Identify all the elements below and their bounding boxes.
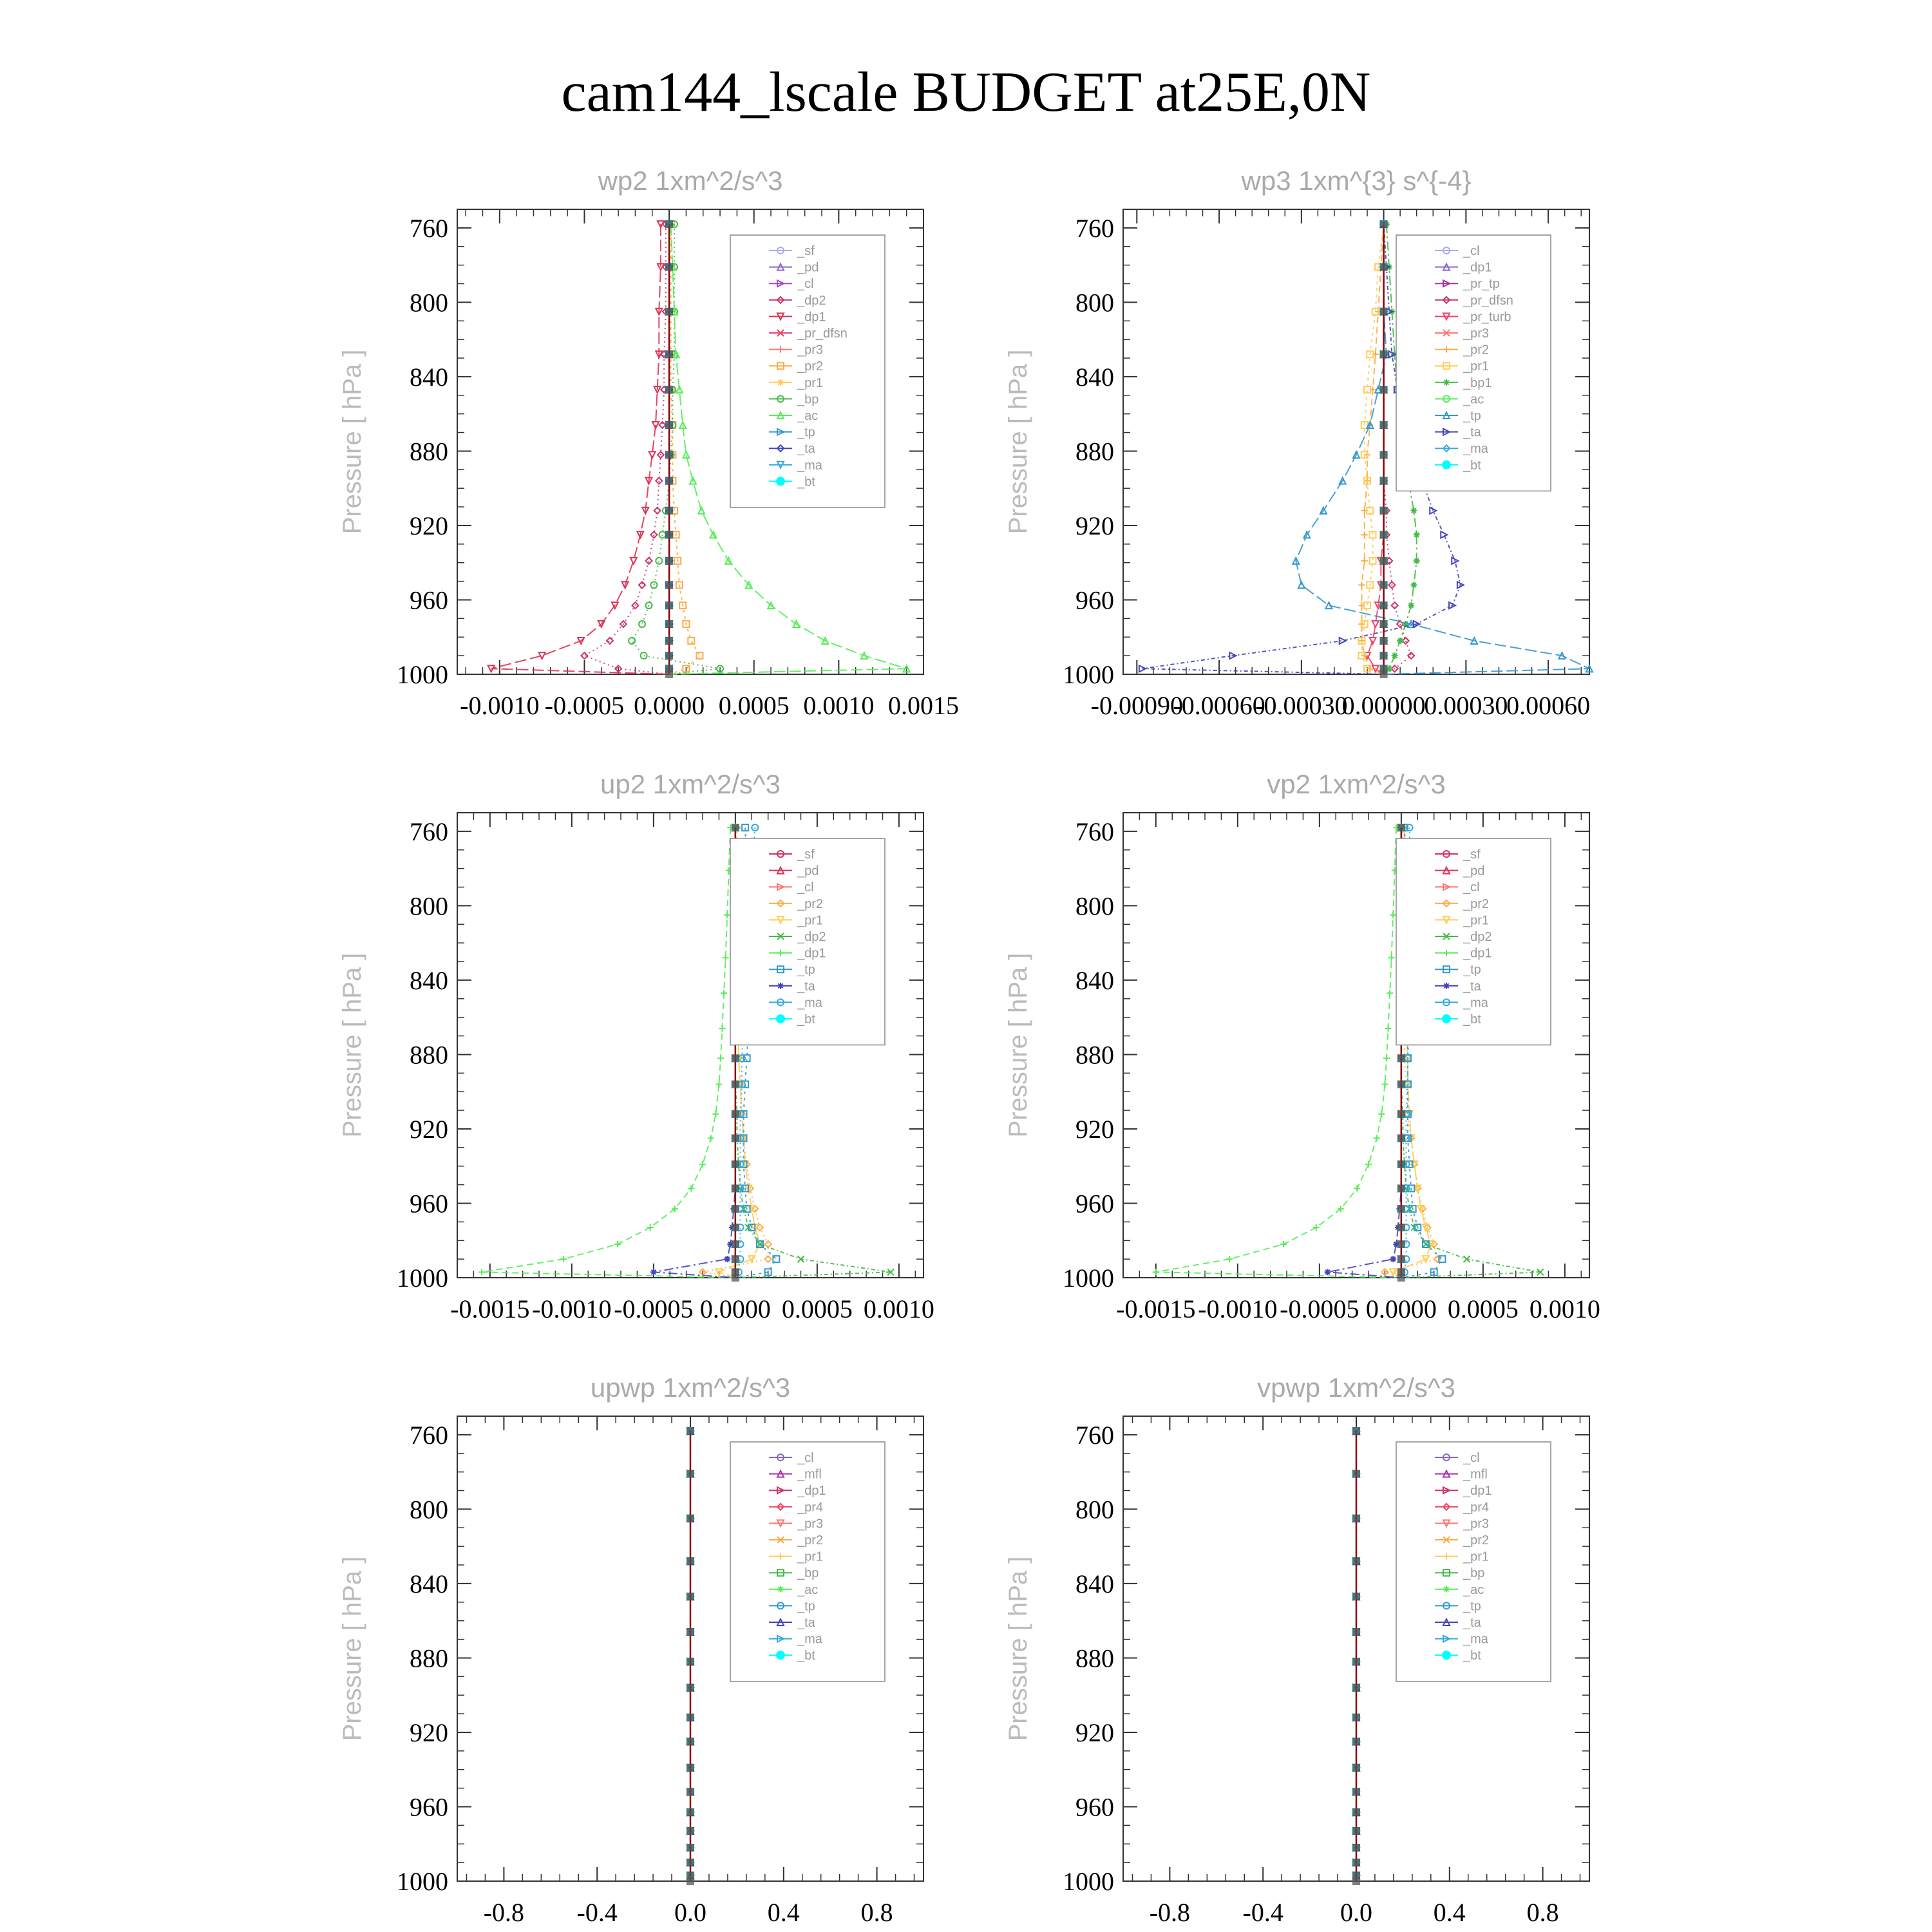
total-marker xyxy=(1397,1160,1405,1168)
x-tick-label: -0.00060 xyxy=(1173,691,1265,720)
total-marker xyxy=(1352,1808,1360,1816)
legend-entry: _cl xyxy=(797,1451,814,1465)
data-point xyxy=(1397,638,1403,644)
x-tick-label: -0.0015 xyxy=(1116,1294,1196,1323)
legend-entry: _tp xyxy=(797,425,815,440)
legend-entry: _ac xyxy=(1463,392,1484,407)
total-marker xyxy=(1380,557,1388,565)
total-marker xyxy=(1397,1240,1405,1248)
total-marker xyxy=(1397,1054,1405,1062)
total-marker xyxy=(687,1427,694,1435)
total-marker xyxy=(687,1658,694,1665)
x-tick-label: -0.8 xyxy=(1149,1898,1191,1927)
total-marker xyxy=(1397,1184,1405,1192)
total-marker xyxy=(687,1515,694,1522)
x-tick-label: 0.0 xyxy=(674,1898,706,1927)
x-tick-label: 0.8 xyxy=(860,1898,893,1927)
legend-entry: _pr2 xyxy=(797,1533,824,1548)
total-marker xyxy=(1380,350,1388,358)
legend-entry: _ac xyxy=(1463,1582,1484,1597)
x-tick-label: -0.0015 xyxy=(450,1294,530,1323)
legend-entry: _dp1 xyxy=(797,310,826,325)
total-marker xyxy=(1352,1827,1360,1835)
total-marker xyxy=(687,1470,694,1478)
total-marker xyxy=(732,1134,739,1142)
legend-entry: _pr1 xyxy=(1463,1549,1490,1564)
y-tick-label: 920 xyxy=(1075,511,1114,540)
total-marker xyxy=(1380,601,1388,609)
legend-entry: _cl xyxy=(1463,1451,1480,1465)
legend-entry: _ta xyxy=(797,1616,815,1630)
total-marker xyxy=(732,1224,739,1231)
legend-marker xyxy=(1442,460,1451,469)
y-axis-label: Pressure [ hPa ] xyxy=(338,952,366,1138)
legend-entry: _pd xyxy=(1463,864,1485,878)
legend-entry: _pd xyxy=(797,864,819,878)
legend-entry: _pr_dfsn xyxy=(1463,293,1513,308)
total-marker xyxy=(665,220,673,228)
y-axis-label: Pressure [ hPa ] xyxy=(1004,952,1032,1138)
legend-entry: _ma xyxy=(1463,442,1488,457)
total-marker xyxy=(665,350,673,358)
legend-entry: _ac xyxy=(797,409,819,423)
panel-title: up2 1xm^2/s^3 xyxy=(600,769,781,799)
total-marker xyxy=(1380,451,1388,459)
legend-marker xyxy=(777,983,784,989)
legend-entry: _pr1 xyxy=(797,1549,824,1564)
total-marker xyxy=(1352,1557,1360,1565)
x-tick-label: -0.4 xyxy=(1242,1898,1283,1927)
x-tick-label: 0.0010 xyxy=(803,691,875,720)
legend-entry: _sf xyxy=(797,244,815,258)
legend-entry: _bt xyxy=(797,1649,815,1663)
total-marker xyxy=(1352,1788,1360,1795)
legend-entry: _ta xyxy=(1463,425,1481,440)
x-tick-label: 0.0000 xyxy=(699,1294,771,1323)
total-marker xyxy=(1397,1081,1405,1088)
y-tick-label: 1000 xyxy=(1063,1264,1114,1293)
total-marker xyxy=(1397,1134,1405,1142)
total-marker xyxy=(665,637,673,645)
total-marker xyxy=(1380,637,1388,645)
panel-title: vpwp 1xm^2/s^3 xyxy=(1257,1372,1455,1403)
total-marker xyxy=(1352,1738,1360,1745)
y-axis-label: Pressure [ hPa ] xyxy=(1004,1556,1032,1741)
y-tick-label: 760 xyxy=(1075,817,1114,846)
total-marker xyxy=(665,263,673,271)
legend-entry: _dp2 xyxy=(797,930,826,944)
legend-entry: _pr3 xyxy=(1463,327,1490,341)
legend-entry: _sf xyxy=(797,848,815,862)
y-tick-label: 960 xyxy=(1075,585,1114,615)
panel-title: upwp 1xm^2/s^3 xyxy=(590,1372,791,1403)
legend-marker xyxy=(1442,1651,1451,1660)
legend-entry: _mfl xyxy=(1463,1467,1488,1482)
panel-title: wp2 1xm^2/s^3 xyxy=(598,166,783,196)
total-marker xyxy=(1397,1274,1405,1282)
y-tick-label: 760 xyxy=(410,213,448,243)
total-marker xyxy=(665,421,673,429)
total-marker xyxy=(1380,263,1388,271)
legend-entry: _dp1 xyxy=(1463,260,1492,275)
panel-title: wp3 1xm^{3} s^{-4} xyxy=(1241,166,1472,196)
legend-entry: _sf xyxy=(1463,848,1481,862)
total-marker xyxy=(665,670,673,678)
total-marker xyxy=(1380,308,1388,316)
legend-entry: _ta xyxy=(1463,1616,1481,1630)
legend-entry: _dp1 xyxy=(1463,946,1492,961)
total-marker xyxy=(1352,1684,1360,1692)
x-tick-label: 0.0005 xyxy=(781,1294,853,1323)
y-tick-label: 800 xyxy=(410,891,448,921)
total-marker xyxy=(665,531,673,538)
legend-entry: _cl xyxy=(797,277,814,292)
y-tick-label: 840 xyxy=(410,965,448,995)
total-marker xyxy=(732,1160,739,1168)
legend-entry: _bt xyxy=(797,475,815,489)
y-tick-label: 960 xyxy=(410,1189,448,1218)
legend-entry: _cl xyxy=(1463,244,1480,258)
total-marker xyxy=(1352,1859,1360,1866)
total-marker xyxy=(665,557,673,565)
total-marker xyxy=(1380,507,1388,515)
legend-entry: _pr_dfsn xyxy=(797,327,848,341)
legend-entry: _ma xyxy=(797,996,822,1010)
x-tick-label: 0.0000 xyxy=(634,691,705,720)
y-tick-label: 880 xyxy=(1075,1643,1114,1673)
legend-entry: _pr_turb xyxy=(1463,310,1511,325)
legend-entry: _cl xyxy=(797,880,814,895)
total-marker xyxy=(1397,824,1405,831)
legend-entry: _pr1 xyxy=(1463,359,1490,374)
legend-entry: _mfl xyxy=(797,1467,822,1482)
data-point xyxy=(1410,507,1417,514)
total-marker xyxy=(1352,1427,1360,1435)
legend-entry: _bt xyxy=(1463,458,1481,473)
data-point xyxy=(1325,1269,1331,1275)
data-point xyxy=(1414,558,1420,564)
x-tick-label: -0.0010 xyxy=(532,1294,612,1323)
legend-entry: _tp xyxy=(1463,409,1481,423)
legend-entry: _pr3 xyxy=(797,343,824,357)
total-marker xyxy=(687,1628,694,1636)
total-marker xyxy=(1397,1110,1405,1118)
total-marker xyxy=(665,308,673,316)
panel-title: vp2 1xm^2/s^3 xyxy=(1267,769,1446,799)
y-tick-label: 800 xyxy=(410,1495,448,1524)
data-point xyxy=(1410,582,1417,588)
legend-entry: _dp1 xyxy=(797,946,826,961)
y-tick-label: 1000 xyxy=(1063,660,1114,689)
legend-entry: _dp1 xyxy=(797,1484,826,1499)
legend-entry: _tp xyxy=(1463,1599,1481,1614)
total-marker xyxy=(665,477,673,485)
legend-entry: _ma xyxy=(1463,996,1488,1010)
legend-entry: _tp xyxy=(1463,963,1481,978)
legend-entry: _pr4 xyxy=(797,1500,824,1515)
total-marker xyxy=(665,620,673,628)
legend-entry: _pr4 xyxy=(1463,1500,1490,1515)
x-tick-label: -0.0010 xyxy=(1198,1294,1278,1323)
total-marker xyxy=(687,1714,694,1721)
x-tick-label: 0.0010 xyxy=(1529,1294,1600,1323)
total-marker xyxy=(1380,670,1388,678)
total-marker xyxy=(665,507,673,515)
y-tick-label: 880 xyxy=(1075,437,1114,466)
legend-entry: _bp1 xyxy=(1463,375,1492,390)
x-tick-label: 0.4 xyxy=(1433,1898,1466,1927)
legend-marker xyxy=(776,1014,785,1023)
legend-entry: _bp xyxy=(797,1566,819,1581)
legend-entry: _pr1 xyxy=(797,913,824,928)
legend-marker xyxy=(1443,983,1450,989)
total-marker xyxy=(1352,1877,1360,1885)
legend-entry: _ma xyxy=(1463,1632,1488,1647)
total-marker xyxy=(732,1054,739,1062)
x-tick-label: -0.0005 xyxy=(1280,1294,1359,1323)
total-marker xyxy=(1397,1205,1405,1213)
legend-entry: _bp xyxy=(797,392,819,407)
legend-marker xyxy=(776,1651,785,1660)
y-tick-label: 1000 xyxy=(397,1264,448,1293)
x-tick-label: -0.0005 xyxy=(544,691,625,720)
total-marker xyxy=(687,1593,694,1600)
total-marker xyxy=(1352,1515,1360,1522)
total-marker xyxy=(687,1808,694,1816)
y-tick-label: 840 xyxy=(1075,1569,1114,1598)
total-marker xyxy=(687,1684,694,1692)
y-axis-label: Pressure [ hPa ] xyxy=(338,349,366,535)
legend-entry: _ma xyxy=(797,1632,822,1647)
y-tick-label: 920 xyxy=(1075,1114,1114,1144)
total-marker xyxy=(732,1081,739,1088)
total-marker xyxy=(665,451,673,459)
y-tick-label: 1000 xyxy=(397,660,448,689)
legend-marker xyxy=(1443,379,1450,386)
legend-marker xyxy=(777,1586,784,1593)
data-point xyxy=(1392,652,1398,659)
total-marker xyxy=(1380,220,1388,228)
y-tick-label: 760 xyxy=(1075,1420,1114,1450)
x-tick-label: -0.00090 xyxy=(1090,691,1183,720)
total-marker xyxy=(687,1764,694,1772)
y-tick-label: 840 xyxy=(1075,965,1114,995)
total-marker xyxy=(1352,1714,1360,1721)
y-tick-label: 800 xyxy=(410,288,448,317)
y-tick-label: 760 xyxy=(1075,213,1114,243)
legend-entry: _pr2 xyxy=(797,896,824,911)
total-marker xyxy=(687,1738,694,1745)
legend-entry: _dp2 xyxy=(1463,930,1492,944)
total-marker xyxy=(1352,1470,1360,1478)
total-marker xyxy=(687,1859,694,1866)
y-tick-label: 840 xyxy=(1075,362,1114,392)
total-marker xyxy=(665,652,673,659)
legend-entry: _pr_tp xyxy=(1463,277,1500,292)
y-tick-label: 920 xyxy=(1075,1718,1114,1747)
legend-entry: _dp1 xyxy=(1463,1484,1492,1499)
legend-entry: _dp2 xyxy=(797,293,826,308)
x-tick-label: 0.4 xyxy=(767,1898,800,1927)
y-tick-label: 800 xyxy=(1075,891,1114,921)
legend-marker xyxy=(777,379,784,386)
total-marker xyxy=(665,581,673,589)
y-tick-label: 800 xyxy=(1075,288,1114,317)
legend-entry: _ma xyxy=(797,458,822,473)
total-marker xyxy=(732,1255,739,1263)
x-tick-label: 0.8 xyxy=(1526,1898,1559,1927)
x-tick-label: 0.00030 xyxy=(1424,691,1508,720)
x-tick-label: -0.00030 xyxy=(1255,691,1348,720)
y-tick-label: 920 xyxy=(410,1114,448,1144)
y-axis-label: Pressure [ hPa ] xyxy=(338,1556,366,1741)
total-marker xyxy=(1380,421,1388,429)
legend-entry: _bt xyxy=(797,1012,815,1027)
data-point xyxy=(1414,531,1420,538)
y-tick-label: 920 xyxy=(410,511,448,540)
y-axis-label: Pressure [ hPa ] xyxy=(1004,349,1032,535)
x-tick-label: 0.00000 xyxy=(1341,691,1426,720)
total-marker xyxy=(1380,620,1388,628)
y-tick-label: 840 xyxy=(410,362,448,392)
y-tick-label: 760 xyxy=(410,1420,448,1450)
x-tick-label: 0.0005 xyxy=(1447,1294,1519,1323)
y-tick-label: 880 xyxy=(1075,1040,1114,1070)
legend-entry: _pr3 xyxy=(797,1517,824,1531)
legend-entry: _pd xyxy=(797,260,819,275)
y-tick-label: 880 xyxy=(410,437,448,466)
y-tick-label: 1000 xyxy=(397,1867,448,1896)
legend-entry: _bt xyxy=(1463,1012,1481,1027)
total-marker xyxy=(732,1240,739,1248)
legend-marker xyxy=(1442,1014,1451,1023)
total-marker xyxy=(732,824,739,831)
y-tick-label: 1000 xyxy=(1063,1867,1114,1896)
legend-entry: _bt xyxy=(1463,1649,1481,1663)
total-marker xyxy=(665,601,673,609)
total-marker xyxy=(687,1827,694,1835)
total-marker xyxy=(1380,652,1388,659)
total-marker xyxy=(1352,1658,1360,1665)
y-tick-label: 800 xyxy=(1075,1495,1114,1524)
legend-entry: _pr3 xyxy=(1463,1517,1490,1531)
total-marker xyxy=(732,1184,739,1192)
data-point xyxy=(1408,602,1414,609)
y-tick-label: 760 xyxy=(410,817,448,846)
y-tick-label: 960 xyxy=(410,1792,448,1822)
x-tick-label: 0.0010 xyxy=(863,1294,934,1323)
total-marker xyxy=(1352,1628,1360,1636)
data-point xyxy=(1390,1256,1396,1262)
y-tick-label: 960 xyxy=(1075,1792,1114,1822)
total-marker xyxy=(687,1788,694,1795)
total-marker xyxy=(1352,1593,1360,1600)
total-marker xyxy=(1380,386,1388,393)
figure-title: cam144_lscale BUDGET at25E,0N xyxy=(561,61,1371,124)
legend-entry: _cl xyxy=(1463,880,1480,895)
legend-entry: _tp xyxy=(797,963,815,978)
total-marker xyxy=(732,1274,739,1282)
legend-entry: _ta xyxy=(1463,979,1481,994)
x-tick-label: 0.0000 xyxy=(1365,1294,1437,1323)
total-marker xyxy=(1380,477,1388,485)
total-marker xyxy=(687,1877,694,1885)
legend-entry: _pr1 xyxy=(1463,913,1490,928)
y-tick-label: 880 xyxy=(410,1040,448,1070)
y-tick-label: 920 xyxy=(410,1718,448,1747)
y-tick-label: 880 xyxy=(410,1643,448,1673)
total-marker xyxy=(1397,1224,1405,1231)
x-tick-label: -0.4 xyxy=(576,1898,618,1927)
total-marker xyxy=(732,1205,739,1213)
total-marker xyxy=(732,1110,739,1118)
data-point xyxy=(724,1256,730,1262)
legend-entry: _pr2 xyxy=(797,359,824,374)
legend-entry: _bp xyxy=(1463,1566,1485,1581)
legend-entry: _ac xyxy=(797,1582,819,1597)
total-marker xyxy=(1352,1764,1360,1772)
legend-entry: _pr2 xyxy=(1463,896,1490,911)
y-tick-label: 840 xyxy=(410,1569,448,1598)
x-tick-label: 0.00060 xyxy=(1506,691,1591,720)
total-marker xyxy=(1352,1844,1360,1852)
legend-entry: _ta xyxy=(797,979,815,994)
legend-entry: _ta xyxy=(797,442,815,457)
legend-entry: _pr2 xyxy=(1463,343,1490,357)
x-tick-label: -0.0005 xyxy=(614,1294,694,1323)
legend-entry: _pr2 xyxy=(1463,1533,1490,1548)
legend-entry: _pr1 xyxy=(797,375,824,390)
total-marker xyxy=(687,1844,694,1852)
x-tick-label: -0.8 xyxy=(483,1898,525,1927)
data-point xyxy=(650,1269,657,1275)
total-marker xyxy=(687,1557,694,1565)
legend-marker xyxy=(776,477,785,486)
x-tick-label: -0.0010 xyxy=(460,691,540,720)
total-marker xyxy=(1397,1255,1405,1263)
total-marker xyxy=(1380,581,1388,589)
legend-marker xyxy=(1443,1586,1450,1593)
x-tick-label: 0.0015 xyxy=(888,691,959,720)
legend-entry: _tp xyxy=(797,1599,815,1614)
y-tick-label: 960 xyxy=(410,585,448,615)
total-marker xyxy=(665,386,673,393)
x-tick-label: 0.0005 xyxy=(718,691,790,720)
y-tick-label: 960 xyxy=(1075,1189,1114,1218)
x-tick-label: 0.0 xyxy=(1340,1898,1372,1927)
total-marker xyxy=(1380,531,1388,538)
